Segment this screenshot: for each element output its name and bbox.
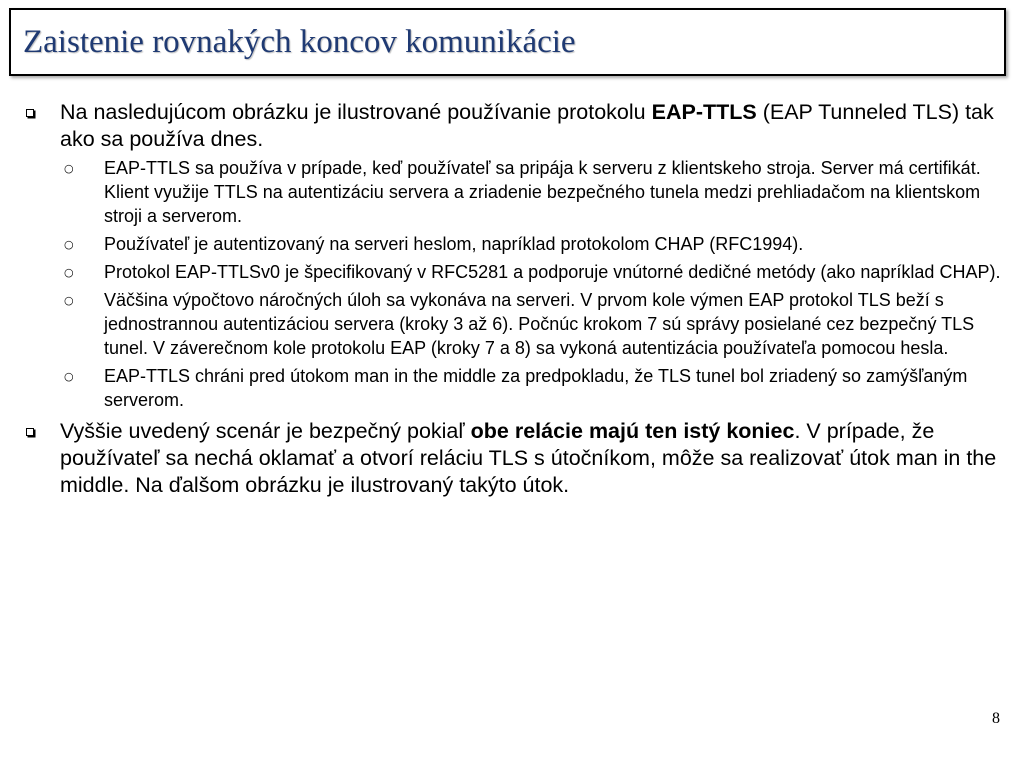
page-number: 8	[992, 710, 1000, 727]
hollow-square-icon	[26, 428, 34, 436]
slide-content	[22, 99, 1002, 501]
slide-title: Zaistenie rovnakých koncov komunikácie	[23, 24, 576, 60]
subbullet-2-text: Používateľ je autentizovaný na serveri heslom, napríklad protokolom CHAP (RFC1994).	[104, 234, 804, 254]
subbullet-5	[22, 364, 1002, 412]
subbullet-1-text: EAP-TTLS sa používa v prípade, keď používateľ sa pripája k serveru z klientskeho stroja. Server má certifikát. Klient využije TTLS na autentizáciu servera a zriadenie bezpečného tunela medzi prehliadačom na klientskom stroji a serverom.	[104, 158, 981, 226]
bullet-1-text-pre: Na nasledujúcom obrázku je ilustrované používanie protokolu	[60, 100, 652, 124]
subbullet-3	[22, 260, 1002, 284]
bullet-2-text-pre: Vyššie uvedený scenár je bezpečný pokiaľ	[60, 419, 471, 443]
bullet-1-text-bold: EAP-TTLS	[651, 100, 757, 124]
circle-bullet-icon: ○	[64, 238, 74, 251]
subbullet-4-text: Väčšina výpočtovo náročných úloh sa vykonáva na serveri. V prvom kole výmen EAP protokol TLS beží s jednostrannou autentizáciou servera (kroky 3 až 6). Počnúc krokom 7 sú správy posielané cez bezpečný TLS tunel. V záverečnom kole protokolu EAP (kroky 7 a 8) sa vykoná autentizácia používateľa pomocou hesla.	[104, 290, 975, 358]
subbullet-1	[22, 156, 1002, 228]
circle-bullet-icon: ○	[64, 294, 74, 307]
subbullet-3-text: Protokol EAP-TTLSv0 je špecifikovaný v RFC5281 a podporuje vnútorné dedičné metódy (ako napríklad CHAP).	[104, 262, 1001, 282]
bullet-1-text-post: (EAP Tunneled TLS) tak ako sa používa dnes.	[60, 100, 994, 151]
title-box	[9, 8, 1006, 76]
subbullet-5-text: EAP-TTLS chráni pred útokom man in the middle za predpokladu, že TLS tunel bol zriadený so zamýšľaným serverom.	[104, 366, 968, 410]
subbullet-2	[22, 232, 1002, 256]
bullet-2-text-bold: obe relácie majú ten istý koniec	[470, 419, 795, 443]
circle-bullet-icon: ○	[64, 370, 74, 383]
hollow-square-icon	[26, 109, 34, 117]
bullet-1	[22, 99, 1002, 153]
bullet-2-text-post: . V prípade, že používateľ sa nechá oklamať a otvorí reláciu TLS s útočníkom, môže sa realizovať útok man in the middle. Na ďalšom obrázku je ilustrovaný takýto útok.	[60, 419, 997, 497]
circle-bullet-icon: ○	[64, 266, 74, 279]
circle-bullet-icon: ○	[64, 162, 74, 175]
bullet-2	[22, 418, 1002, 499]
subbullet-4	[22, 288, 1002, 360]
